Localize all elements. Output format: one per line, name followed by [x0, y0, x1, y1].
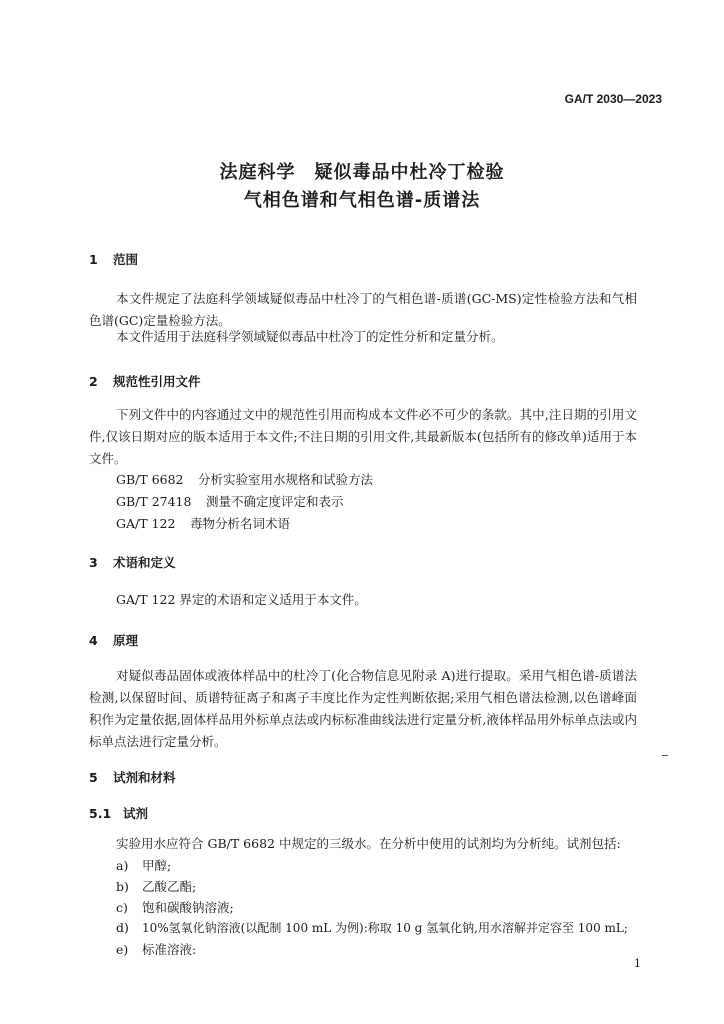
- subsection-title: 试剂: [123, 806, 149, 821]
- section-1-heading: [89, 250, 138, 268]
- list-text: 甲醇;: [142, 858, 172, 873]
- list-item: [116, 919, 646, 936]
- reference-title: 毒物分析名词术语: [190, 516, 291, 531]
- section-number: 1: [89, 252, 98, 267]
- reference-item: [116, 514, 290, 532]
- page-number: 1: [634, 957, 641, 970]
- reference-item: [116, 470, 373, 488]
- reference-item: [116, 492, 344, 510]
- section-4-heading: [89, 631, 138, 649]
- section-3-heading: [89, 553, 176, 571]
- list-text: 饱和碳酸钠溶液;: [142, 900, 234, 915]
- section-title: 规范性引用文件: [113, 374, 201, 389]
- list-label: c): [116, 900, 128, 915]
- section-number: 5: [89, 770, 98, 785]
- list-label: b): [116, 879, 129, 894]
- list-label: e): [116, 942, 129, 957]
- standard-code: GA/T 2030—2023: [564, 92, 662, 106]
- list-text: 乙酸乙酯;: [142, 879, 197, 894]
- section-number: 2: [89, 374, 98, 389]
- list-text: 10%氢氧化钠溶液(以配制 100 mL 为例):称取 10 g 氢氧化钠,用水溶解并定容至 100 mL;: [142, 921, 628, 935]
- reference-code: GB/T 27418: [116, 494, 192, 509]
- list-item: [116, 898, 234, 916]
- subsection-5-1-paragraph-1: 实验用水应符合 GB/T 6682 中规定的三级水。在分析中使用的试剂均为分析纯。试剂包括:: [116, 836, 621, 851]
- document-title-line2: 气相色谱和气相色谱-质谱法: [243, 190, 481, 211]
- section-1-paragraph-2: 本文件适用于法庭科学领域疑似毒品中杜冷丁的定性分析和定量分析。: [116, 329, 504, 344]
- reference-title: 测量不确定度评定和表示: [206, 494, 344, 509]
- section-title: 术语和定义: [113, 555, 176, 570]
- subsection-5-1-heading: [89, 804, 148, 822]
- subsection-number: 5.1: [89, 806, 112, 821]
- section-title: 试剂和材料: [113, 770, 176, 785]
- list-item: [116, 940, 196, 958]
- section-1-paragraph-1: 本文件规定了法庭科学领域疑似毒品中杜冷丁的气相色谱-质谱(GC-MS)定性检验方法和气相色谱(GC)定量检验方法。: [89, 291, 637, 328]
- list-item: [116, 877, 196, 895]
- section-4-paragraph-1: 对疑似毒品固体或液体样品中的杜冷丁(化合物信息见附录 A)进行提取。采用气相色谱-质谱法检测,以保留时间、质谱特征离子和离子丰度比作为定性判断依据;采用气相色谱法检测,以色谱峰面积作为定量依据,固体样品用外标单点法或内标标准曲线法进行定量分析,液体样品用外标单点法或内标单点法进行定量分析。: [89, 668, 637, 749]
- document-title-line1: 法庭科学 疑似毒品中杜冷丁检验: [219, 162, 505, 183]
- section-2-paragraph-1: 下列文件中的内容通过文中的规范性引用而构成本文件必不可少的条款。其中,注日期的引用文件,仅该日期对应的版本适用于本文件;不注日期的引用文件,其最新版本(包括所有的修改单)适用于本文件。: [89, 407, 637, 466]
- section-2-heading: [89, 372, 201, 390]
- section-title: 原理: [113, 633, 139, 648]
- reference-code: GB/T 6682: [116, 472, 184, 487]
- section-title: 范围: [113, 252, 139, 267]
- section-number: 4: [89, 633, 98, 648]
- list-label: d): [116, 920, 129, 935]
- section-number: 3: [89, 555, 98, 570]
- reference-title: 分析实验室用水规格和试验方法: [198, 472, 374, 487]
- section-3-paragraph-1: GA/T 122 界定的术语和定义适用于本文件。: [116, 592, 367, 607]
- margin-mark: [662, 755, 668, 756]
- list-item: [116, 856, 171, 874]
- list-text: 标准溶液:: [142, 942, 197, 957]
- list-label: a): [116, 858, 129, 873]
- reference-code: GA/T 122: [116, 516, 176, 531]
- section-5-heading: [89, 768, 176, 786]
